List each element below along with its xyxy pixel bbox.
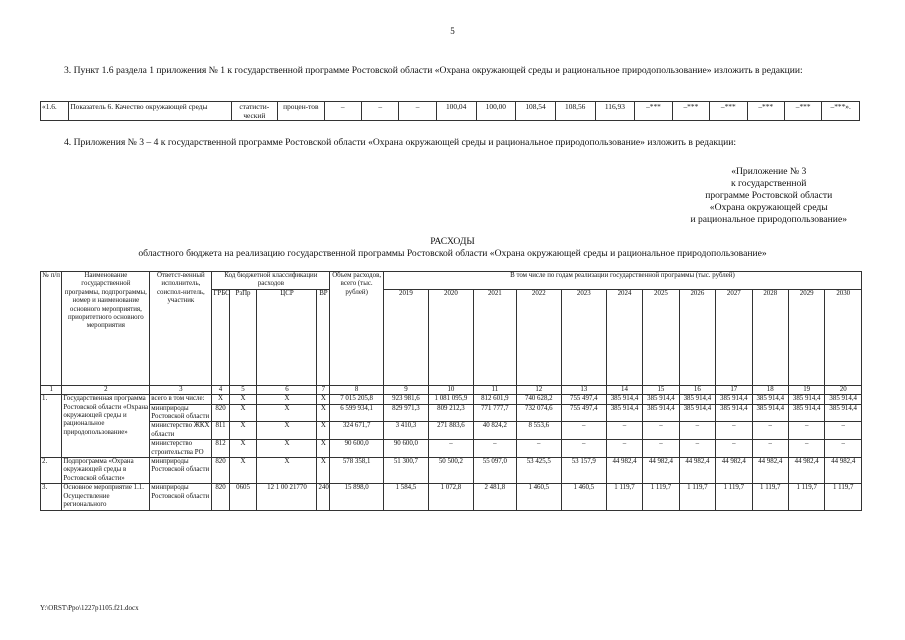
year-value: 1 460,5: [516, 484, 561, 510]
year-value: 51 300,7: [383, 458, 428, 484]
indicator-value: –***: [672, 102, 709, 121]
column-number: 2: [62, 385, 150, 394]
year-value: 271 883,6: [428, 422, 473, 440]
grbs-code: 812: [212, 440, 229, 458]
column-number: 13: [561, 385, 606, 394]
program-name: Подпрограмма «Охрана окружающей среды в Ростовской области»: [62, 458, 150, 484]
year-value: –: [561, 422, 606, 440]
year-value: –: [825, 440, 862, 458]
row-number: 1.: [41, 395, 62, 458]
column-number: 18: [752, 385, 788, 394]
csr-code: X: [257, 458, 317, 484]
column-number-row: [41, 385, 862, 394]
indicator-value: –: [361, 102, 398, 121]
total-volume: 15 898,0: [330, 484, 384, 510]
column-number: 17: [716, 385, 752, 394]
year-value: 53 425,5: [516, 458, 561, 484]
year-value: 90 600,0: [383, 440, 428, 458]
header-name: Наименование государственной программы, подпрограммы, номер и наименование основного мероприятия, приоритетного основного мероприятия: [62, 272, 150, 386]
row-number: 2.: [41, 458, 62, 484]
column-number: 16: [679, 385, 715, 394]
year-value: 1 584,5: [383, 484, 428, 510]
header-year: 2027: [716, 289, 752, 385]
column-number: 14: [606, 385, 642, 394]
year-value: 812 601,9: [473, 395, 516, 404]
header-year: 2021: [473, 289, 516, 385]
column-number: 11: [473, 385, 516, 394]
year-value: –: [752, 422, 788, 440]
header-year: 2029: [788, 289, 824, 385]
vr-code: X: [317, 404, 330, 422]
indicator-value: 100,04: [436, 102, 476, 121]
column-number: 12: [516, 385, 561, 394]
year-value: 385 914,4: [825, 395, 862, 404]
header-year: 2026: [679, 289, 715, 385]
column-number: 20: [825, 385, 862, 394]
indicator-table: [40, 101, 860, 121]
csr-code: X: [257, 440, 317, 458]
indicator-value: –***».: [822, 102, 860, 121]
year-value: 385 914,4: [679, 395, 715, 404]
year-value: 385 914,4: [606, 404, 642, 422]
year-value: –: [473, 440, 516, 458]
responsible-executor: министерство ЖКХ области: [150, 422, 212, 440]
column-number: 10: [428, 385, 473, 394]
column-number: 3: [150, 385, 212, 394]
year-value: 385 914,4: [752, 395, 788, 404]
year-value: 385 914,4: [716, 395, 752, 404]
responsible-executor: всего в том числе:: [150, 395, 212, 404]
responsible-executor: минприроды Ростовской области: [150, 458, 212, 484]
year-value: –: [825, 422, 862, 440]
vr-code: X: [317, 422, 330, 440]
grbs-code: X: [212, 395, 229, 404]
indicator-row: [41, 102, 860, 121]
rzpr-code: X: [229, 395, 257, 404]
year-value: –: [752, 440, 788, 458]
year-value: 923 981,6: [383, 395, 428, 404]
year-value: 385 914,4: [825, 404, 862, 422]
page-number: 5: [450, 26, 455, 36]
column-number: 8: [330, 385, 384, 394]
header-year: 2020: [428, 289, 473, 385]
vr-code: X: [317, 440, 330, 458]
grbs-code: 820: [212, 404, 229, 422]
rzpr-code: X: [229, 440, 257, 458]
year-value: 755 497,4: [561, 395, 606, 404]
grbs-code: 820: [212, 458, 229, 484]
header-rzpr: РзПр: [229, 289, 257, 385]
header-code-group: Код бюджетной классификации расходов: [212, 272, 330, 290]
year-value: –: [643, 422, 679, 440]
year-value: 740 628,2: [516, 395, 561, 404]
column-number: 1: [41, 385, 62, 394]
indicator-value: –***: [635, 102, 672, 121]
csr-code: X: [257, 422, 317, 440]
indicator-value: –: [324, 102, 361, 121]
column-number: 5: [229, 385, 257, 394]
indicator-no: «1.6.: [41, 102, 69, 121]
year-value: 2 481,8: [473, 484, 516, 510]
year-value: 44 982,4: [752, 458, 788, 484]
rzpr-code: 0605: [229, 484, 257, 510]
header-year: 2024: [606, 289, 642, 385]
indicator-type: статисти-ческий: [231, 102, 278, 121]
year-value: 1 072,8: [428, 484, 473, 510]
year-value: 44 982,4: [606, 458, 642, 484]
year-value: 3 410,3: [383, 422, 428, 440]
vr-code: X: [317, 458, 330, 484]
year-value: –: [516, 440, 561, 458]
year-value: –: [788, 440, 824, 458]
indicator-value: –***: [747, 102, 784, 121]
year-value: 385 914,4: [643, 404, 679, 422]
year-value: 385 914,4: [606, 395, 642, 404]
csr-code: X: [257, 404, 317, 422]
year-value: 732 074,6: [516, 404, 561, 422]
appendix-line: «Охрана окружающей среды: [709, 202, 828, 213]
year-value: –: [716, 422, 752, 440]
header-vr: ВР: [317, 289, 330, 385]
indicator-unit: процен-тов: [278, 102, 325, 121]
year-value: 1 119,7: [825, 484, 862, 510]
year-value: –: [606, 440, 642, 458]
indicator-value: 116,93: [595, 102, 635, 121]
footer-file-path: Y:\ORST\Ppo\1227p1105.f21.docx: [40, 604, 139, 612]
header-year: 2022: [516, 289, 561, 385]
year-value: 44 982,4: [643, 458, 679, 484]
program-name: Государственная программа Ростовской области «Охрана окружающей среды и рациональное природопользование»: [62, 395, 150, 458]
column-number: 15: [643, 385, 679, 394]
document-title: РАСХОДЫ: [430, 236, 475, 247]
header-year: 2025: [643, 289, 679, 385]
column-number: 6: [257, 385, 317, 394]
year-value: 1 119,7: [788, 484, 824, 510]
rzpr-code: X: [229, 458, 257, 484]
year-value: –: [679, 422, 715, 440]
year-value: 40 824,2: [473, 422, 516, 440]
year-value: 829 971,3: [383, 404, 428, 422]
year-value: 53 157,9: [561, 458, 606, 484]
csr-code: X: [257, 395, 317, 404]
table-row: [41, 395, 862, 404]
year-value: 771 777,7: [473, 404, 516, 422]
year-value: –: [428, 440, 473, 458]
responsible-executor: минприроды Ростовской области: [150, 404, 212, 422]
column-number: 9: [383, 385, 428, 394]
year-value: 385 914,4: [752, 404, 788, 422]
vr-code: X: [317, 395, 330, 404]
header-years-group: В том числе по годам реализации государственной программы (тыс. рублей): [383, 272, 861, 290]
table-row: [41, 484, 862, 510]
header-csr: ЦСР: [257, 289, 317, 385]
appendix-line: к государственной: [731, 178, 807, 189]
program-name: Основное мероприятие 1.1. Осуществление регионального: [62, 484, 150, 510]
row-number: 3.: [41, 484, 62, 510]
document-subtitle: областного бюджета на реализацию государственной программы Ростовской области «Охрана окружающей среды и рациональное природопользование»: [138, 248, 767, 259]
year-value: 385 914,4: [716, 404, 752, 422]
appendix-heading: [690, 166, 847, 226]
header-year: 2028: [752, 289, 788, 385]
expenses-table-body: [41, 395, 862, 510]
rzpr-code: X: [229, 422, 257, 440]
column-number: 4: [212, 385, 229, 394]
indicator-value: –***: [710, 102, 747, 121]
total-volume: 7 015 205,8: [330, 395, 384, 404]
year-value: –: [716, 440, 752, 458]
appendix-line: программе Ростовской области: [705, 190, 833, 201]
year-value: 385 914,4: [788, 395, 824, 404]
table-row: [41, 458, 862, 484]
expenses-table: [40, 271, 862, 511]
table-row: [41, 404, 862, 422]
year-value: 44 982,4: [825, 458, 862, 484]
year-value: 1 460,5: [561, 484, 606, 510]
year-value: 50 500,2: [428, 458, 473, 484]
year-value: –: [606, 422, 642, 440]
year-value: 1 119,7: [716, 484, 752, 510]
table-row: [41, 422, 862, 440]
header-no: № п/п: [41, 272, 62, 386]
year-value: 1 119,7: [752, 484, 788, 510]
responsible-executor: минприроды Ростовской области: [150, 484, 212, 510]
total-volume: 578 358,1: [330, 458, 384, 484]
header-year: 2023: [561, 289, 606, 385]
total-volume: 6 599 934,1: [330, 404, 384, 422]
year-value: 809 212,3: [428, 404, 473, 422]
year-value: 44 982,4: [716, 458, 752, 484]
year-value: –: [788, 422, 824, 440]
year-value: 8 553,6: [516, 422, 561, 440]
grbs-code: 811: [212, 422, 229, 440]
indicator-value: 108,56: [555, 102, 595, 121]
indicator-value: –: [399, 102, 436, 121]
csr-code: 12 1 00 21770: [257, 484, 317, 510]
year-value: 1 119,7: [643, 484, 679, 510]
indicator-name: Показатель 6. Качество окружающей среды: [69, 102, 231, 121]
appendix-line: «Приложение № 3: [731, 166, 807, 177]
year-value: –: [679, 440, 715, 458]
year-value: 1 081 095,9: [428, 395, 473, 404]
column-number: 19: [788, 385, 824, 394]
column-number: 7: [317, 385, 330, 394]
year-value: 1 119,7: [606, 484, 642, 510]
header-year: 2030: [825, 289, 862, 385]
indicator-value: 108,54: [516, 102, 556, 121]
year-value: 755 497,4: [561, 404, 606, 422]
total-volume: 324 671,7: [330, 422, 384, 440]
indicator-value: –***: [784, 102, 821, 121]
year-value: 55 097,0: [473, 458, 516, 484]
year-value: 385 914,4: [788, 404, 824, 422]
paragraph-3: 3. Пункт 1.6 раздела 1 приложения № 1 к государственной программе Ростовской области «Охрана окружающей среды и рациональное природопользование» изложить в редакции:: [64, 65, 803, 76]
responsible-executor: министерство строительства РО: [150, 440, 212, 458]
table-row: [41, 440, 862, 458]
year-value: 385 914,4: [643, 395, 679, 404]
indicator-value: 100,00: [476, 102, 516, 121]
total-volume: 90 600,0: [330, 440, 384, 458]
header-row: [41, 272, 862, 290]
header-responsible: Ответст-венный исполнитель, соиспол-нитель, участник: [150, 272, 212, 386]
year-value: –: [643, 440, 679, 458]
rzpr-code: X: [229, 404, 257, 422]
grbs-code: 820: [212, 484, 229, 510]
header-grbs: ГРБС: [212, 289, 229, 385]
appendix-line: и рациональное природопользование»: [690, 214, 847, 225]
paragraph-4: 4. Приложения № 3 – 4 к государственной программе Ростовской области «Охрана окружающей среды и рациональное природопользование» изложить в редакции:: [64, 137, 737, 148]
year-value: –: [561, 440, 606, 458]
year-value: 44 982,4: [788, 458, 824, 484]
year-value: 385 914,4: [679, 404, 715, 422]
header-year: 2019: [383, 289, 428, 385]
year-value: 1 119,7: [679, 484, 715, 510]
vr-code: 240: [317, 484, 330, 510]
header-volume: Объем расходов, всего (тыс. рублей): [330, 272, 384, 386]
year-value: 44 982,4: [679, 458, 715, 484]
